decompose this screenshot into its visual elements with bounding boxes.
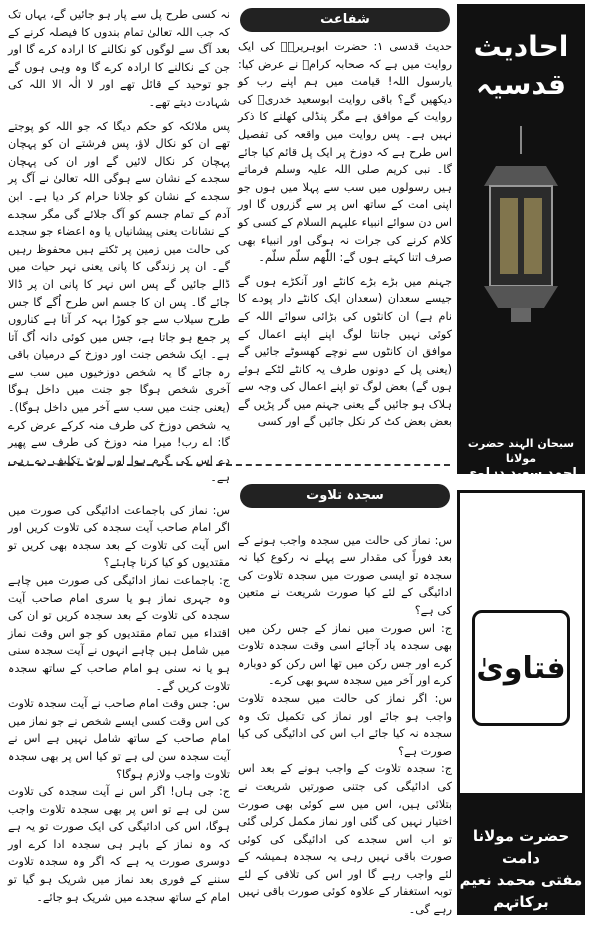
- fatawa-author-bar: [457, 795, 585, 915]
- lantern-icon: [466, 126, 576, 326]
- fatawa-author-line-1: حضرت مولانا دامت: [472, 827, 570, 867]
- sajda-qa: س: نماز کی حالت میں سجدہ واجب ہونے کے بعد فوراً کی مقدار سے پہلے نہ رکوع کیا نہ سجدہ تو ایسی صورت میں سجدہ تلاوت کی ادائیگی کے لئے کیا صورت شریعت نے متعین کی ہے؟ ج: اس صورت میں نماز کے جس رکن میں بھی سجدہ یاد آجائے اسی وقت سجدہ تلاوت کرے اور جس رکن میں تھا اس رکن کو دوبارہ کرے اور آخر میں سجدہ سہو بھی کرے۔ س: اگر نماز کی حالت میں سجدہ تلاوت واجب ہو جائے اور نماز کی تکمیل تک وہ سجدہ نہ کیا جائے اب اس کی ادائیگی کی کیا صورت ہے؟ ج: سجدہ تلاوت کے واجب ہونے کے بعد اس کی ادائیگی کی جتنی صورتیں شریعت نے بتلائی ہیں، اس میں سے کوئی بھی صورت اختیار نہیں کی گئی اور نماز مکمل کرلی گئی تو اب اس سجدے کی ادائیگی کی کوئی صورت باقی نہیں رہی یہ سجدہ ہمیشہ کے لئے واجب رہے گا اور اس کی تلافی کے لئے توبہ استغفار کے علاوہ کوئی صورت باقی نہیں رہے گی۔: [238, 533, 452, 917]
- shafaat-column-right: [238, 38, 452, 440]
- sajda-column-left: [8, 484, 230, 914]
- fatawa-logo-text: فتاویٰ: [476, 650, 566, 686]
- sajda-qa: س: نماز کی باجماعت ادائیگی کی صورت میں اگر امام صاحب آیت سجدہ کی تلاوت کریں اور اس آیت کی تلاوت کے بعد سجدہ بھی کریں تو مقتدیوں کو کیا کرنا چاہئے؟ ج: باجماعت نماز ادائیگی کی صورت میں چاہے وہ جہری نماز ہو یا سری امام صاحب آیت سجدہ کی تلاوت کے بعد سجدہ کریں تو ان کی اقتداء میں تمام مقتدیوں کو جو اس وقت نماز میں شامل ہیں چاہے انہوں نے آیت سجدہ سنی ہو یا نہ سنی ہو امام صاحب کے ساتھ سجدہ تلاوت کریں گے۔ س: جس وقت امام صاحب نے آیت سجدہ تلاوت کی اس وقت کسی ایسے شخص نے جو نماز میں امام صاحب کے ساتھ شامل نہیں ہے اس نے آیت سجدہ سن لی ہے تو کیا اس پر بھی سجدہ تلاوت واجب ولازم ہوگا؟ ج: جی ہاں! اگر اس نے آیت سجدہ کی تلاوت سن لی ہے تو اس پر بھی سجدہ تلاوت واجب ہوگا، اس کی ادائیگی کی ایک صورت تو یہ ہے کہ وہ نماز کے باہر ہی سجدہ ادا کرے اور دوسری صورت یہ ہے کہ اگر وہ سجدہ تلاوت سننے کے فوری بعد نماز میں شریک ہو گیا تو امام کے ساتھ سجدے میں شریک ہو جائے۔: [8, 503, 230, 904]
- shafaat-paragraph: حدیث قدسی ۱: حضرت ابوہریرہؓ کی ایک روایت میں ہے کہ صحابہ کرامؓ نے عرض کیا: یارسول اللہ! قیامت میں ہم اپنے رب کو دیکھیں گے؟ باقی روایت ابوسعید خدریؓ کی روایت کے موافق ہے مگر پنڈلی کھلنے کا ذکر نہیں ہے۔ پس روایت میں واقعہ کی تفصیل اس طرح ہے کہ دوزخ پر ایک پل قائم کیا جائے گا۔ نبی کریم صلی اللہ علیہ وسلم فرماتے ہیں رسولوں میں سب سے پہلا میں ہوں جو اپنی امت کے ساتھ اس پر سے گزروں گا اور اس دن سوائے انبیاء علیہم السلام کے کسی کو کلام کرنے کی جرات نہ ہوگی اور انبیاء بھی صرف اتنا کہتے ہوں گے: اللّٰھم سلّم سلّم۔: [238, 40, 452, 265]
- panel-title-2: قدسیہ: [476, 68, 566, 101]
- ahadith-title-panel: [457, 4, 585, 474]
- sajda-column-right: [238, 514, 452, 917]
- ahadith-author-bar: [457, 430, 585, 481]
- shafaat-paragraph: نہ کسی طرح پل سے پار ہو جائیں گے، یہاں تک کہ جب اللہ تعالیٰ تمام بندوں کا فیصلہ کرنے کے بعد آگ سے لوگوں کو نکالنے کا ارادہ کرے گا اور جن کے نکالنے کا ارادہ کرے گا وہ وہی ہوں گے جو توحید کے قائل تھے اور لا الٰہ الا اللہ کی شہادت دیتے تھے۔: [8, 8, 230, 109]
- shafaat-column-left: [8, 6, 230, 485]
- panel-title-1: احادیث: [473, 30, 569, 63]
- author-line-2: احمد سعید دہلوی: [465, 466, 577, 481]
- section-divider: [8, 464, 450, 466]
- sajda-heading: سجدہ تلاوت: [240, 484, 450, 508]
- shafaat-paragraph: جہنم میں بڑے بڑے کانٹے اور آنکڑے ہوں گے جیسے سعدان (سعدان ایک کانٹے دار پودے کا نام ہے) ان کانٹوں کی بڑائی سوائے اللہ کے کوئی نہیں جانتا لوگ اپنے اپنے اعمال کے موافق ان کانٹوں سے نوچے کھسوٹے جائیں گے (یعنی پل کے دونوں طرف یہ کانٹے لٹکے ہوئے ہوں گے) بعض لوگ تو اپنے اعمال کی وجہ سے ہلاک ہو جائیں گے یعنی جہنم میں گر پڑیں گے بعض بعض کٹ کر نکل جائیں گے اور کسی: [238, 274, 452, 429]
- fatawa-logo: [472, 610, 570, 726]
- fatawa-author-line-2: مفتی محمد نعیم برکاتہم: [459, 871, 583, 911]
- author-line-1: سبحان الہند حضرت مولانا: [467, 437, 575, 465]
- shafaat-paragraph: پس ملائکہ کو حکم دیگا کہ جو اللہ کو پوجتے تھے ان کو نکال لاؤ، پس فرشتے ان کو پہچان پہچان کر نکال لائیں گے اور ان کی پہچان سجدے کے نشان سے ہوگی اللہ تعالیٰ نے آگ پر سجدے کے نشان کو جلانا حرام کر دیا ہے۔ ابن آدم کے تمام جسم کو آگ جلائے گی مگر سجدے کے نشانات یعنی پیشانیاں یا وہ اعضاء جو سجدے کی حالت میں زمین پر ٹکتے ہیں محفوظ رہیں گے۔ ان پر زندگی کا پانی یعنی نہر حیات میں ڈالے جائیں گے پس اس نہر کا پانی ان پر ڈالا جائے گا۔ پس ان کا جسم اس طرح اُگے گا جس طرح سیلاب سے جو کوڑا بہہ کر آتا ہے کناروں پر جمع ہو جاتا ہے، جس میں کوئی دانہ اُگ آتا ہے۔ ایک شخص جنت اور دوزخ کے درمیان باقی رہ جائے گا یہ شخص دوزخیوں میں سب سے آخری شخص ہوگا جو جنت میں داخل ہوگا (یعنی جنت میں سب سے آخر میں داخل ہوگا)۔ یہ شخص دوزخ کی طرف منہ کرکے عرض کرے گا: اے رب! میرا منہ دوزخ کی طرف سے پھیر دے اس کی گرم ہوا اور لوٹ تکلیف دے رہی ہے۔: [8, 119, 230, 485]
- shafaat-heading: شفاعت: [240, 8, 450, 32]
